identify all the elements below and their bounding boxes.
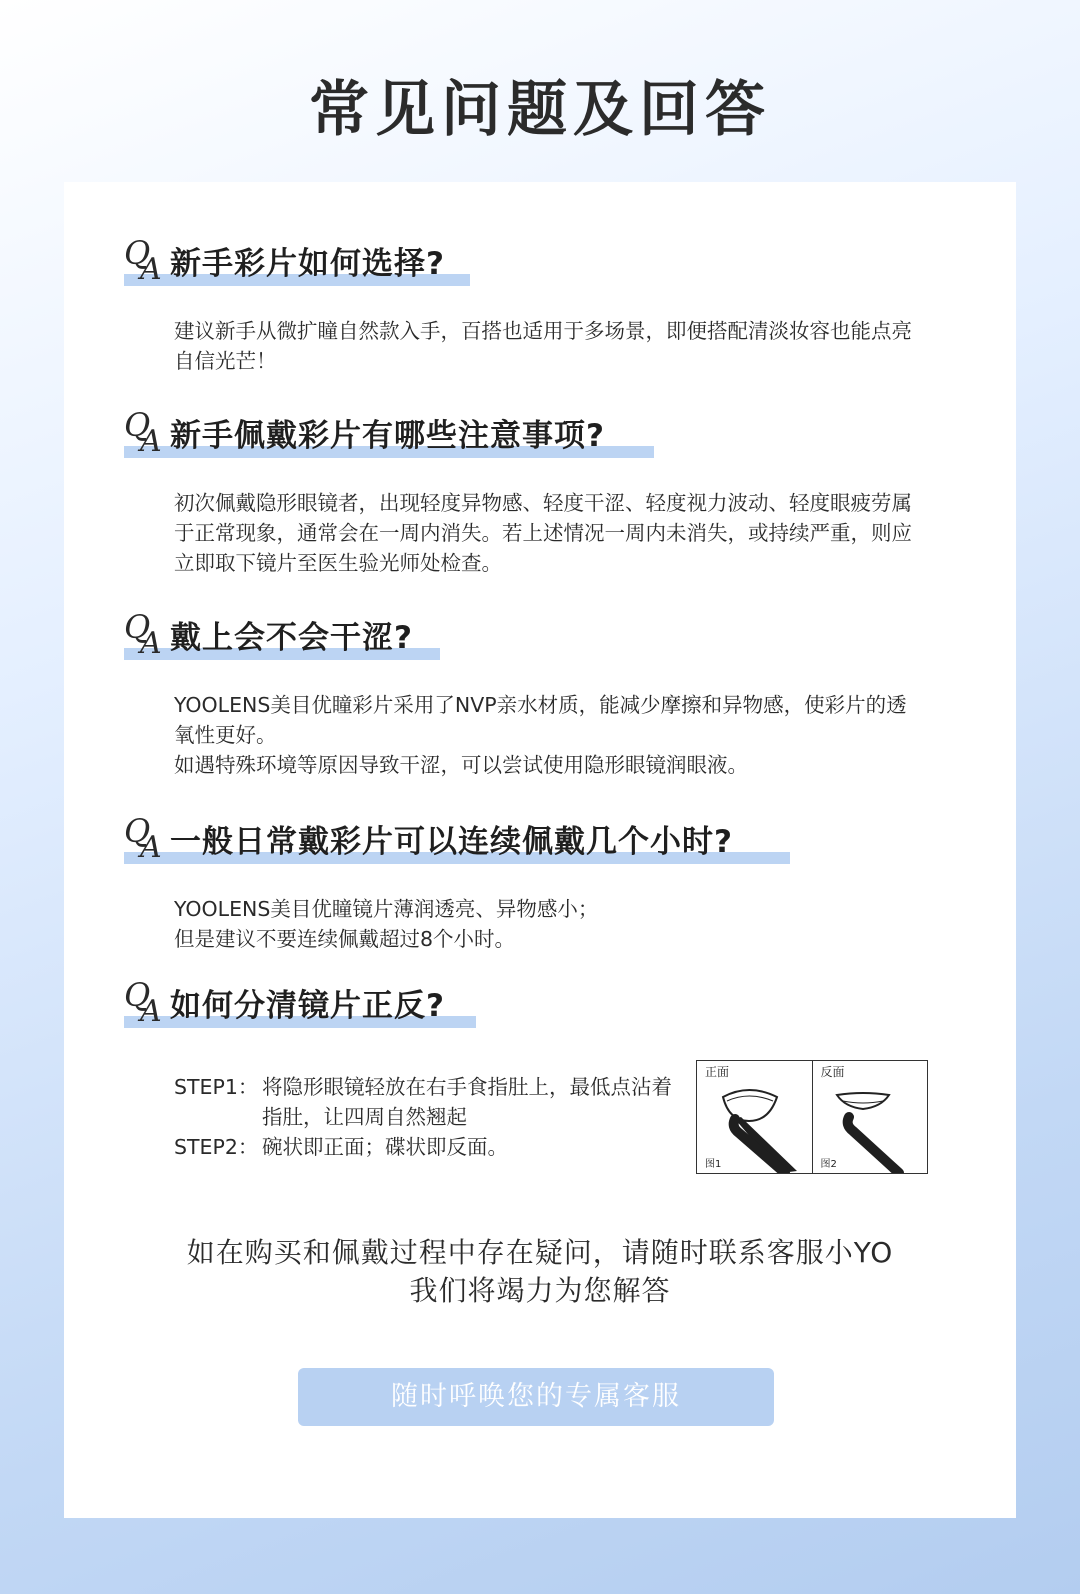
qa-logo-icon: Q A <box>124 976 162 1029</box>
qa-logo-icon: Q A <box>124 406 162 459</box>
faq-card <box>64 182 1016 1518</box>
figure-label: 正面 <box>705 1065 730 1079</box>
question-text: 戴上会不会干涩? <box>170 620 413 656</box>
footer-line: 我们将竭力为您解答 <box>409 1274 671 1307</box>
qa-logo-icon: Q A <box>124 234 162 287</box>
answer-text: 建议新手从微扩瞳自然款入手，百搭也适用于多场景，即便搭配清淡妆容也能点亮自信光芒！ <box>174 319 912 373</box>
answer-text: YOOLENS美目优瞳镜片薄润透亮、异物感小； 但是建议不要连续佩戴超过8个小时。 <box>174 897 599 951</box>
figure-caption: 图1 <box>705 1159 722 1170</box>
question-text: 一般日常戴彩片可以连续佩戴几个小时? <box>170 824 733 860</box>
step-row <box>174 1072 674 1132</box>
contact-service-button[interactable]: 随时呼唤您的专属客服 <box>298 1368 774 1426</box>
question-text: 如何分清镜片正反? <box>170 988 445 1024</box>
step-label: STEP2： <box>174 1135 259 1159</box>
steps-list <box>174 1072 674 1162</box>
step-text: 将隐形眼镜轻放在右手食指肚上，最低点沾着指肚，让四周自然翘起 <box>262 1075 672 1129</box>
figure-caption: 图2 <box>820 1159 837 1170</box>
page-title: 常见问题及回答 <box>309 75 771 145</box>
answer-text: 初次佩戴隐形眼镜者，出现轻度异物感、轻度干涩、轻度视力波动、轻度眼疲劳属于正常现象，通常会在一周内消失。若上述情况一周内未消失，或持续严重，则应立即取下镜片至医生验光师处检查。 <box>174 491 912 575</box>
footer-message <box>64 1234 1016 1310</box>
step-row <box>174 1132 674 1162</box>
figure-panel-back <box>812 1061 928 1173</box>
footer-line: 如在购买和佩戴过程中存在疑问，请随时联系客服小YO <box>186 1236 894 1269</box>
question-text: 新手彩片如何选择? <box>170 246 445 282</box>
qa-logo-icon: Q A <box>124 812 162 865</box>
qa-logo-icon: Q A <box>124 608 162 661</box>
lens-orientation-figure <box>696 1060 928 1174</box>
figure-label: 反面 <box>820 1065 845 1079</box>
figure-panel-front <box>697 1061 812 1173</box>
question-text: 新手佩戴彩片有哪些注意事项? <box>170 418 605 454</box>
step-label: STEP1： <box>174 1075 259 1099</box>
answer-text: YOOLENS美目优瞳彩片采用了NVP亲水材质，能减少摩擦和异物感，使彩片的透氧性更好。 如遇特殊环境等原因导致干涩，可以尝试使用隐形眼镜润眼液。 <box>174 693 907 777</box>
step-text: 碗状即正面；碟状即反面。 <box>262 1135 508 1159</box>
